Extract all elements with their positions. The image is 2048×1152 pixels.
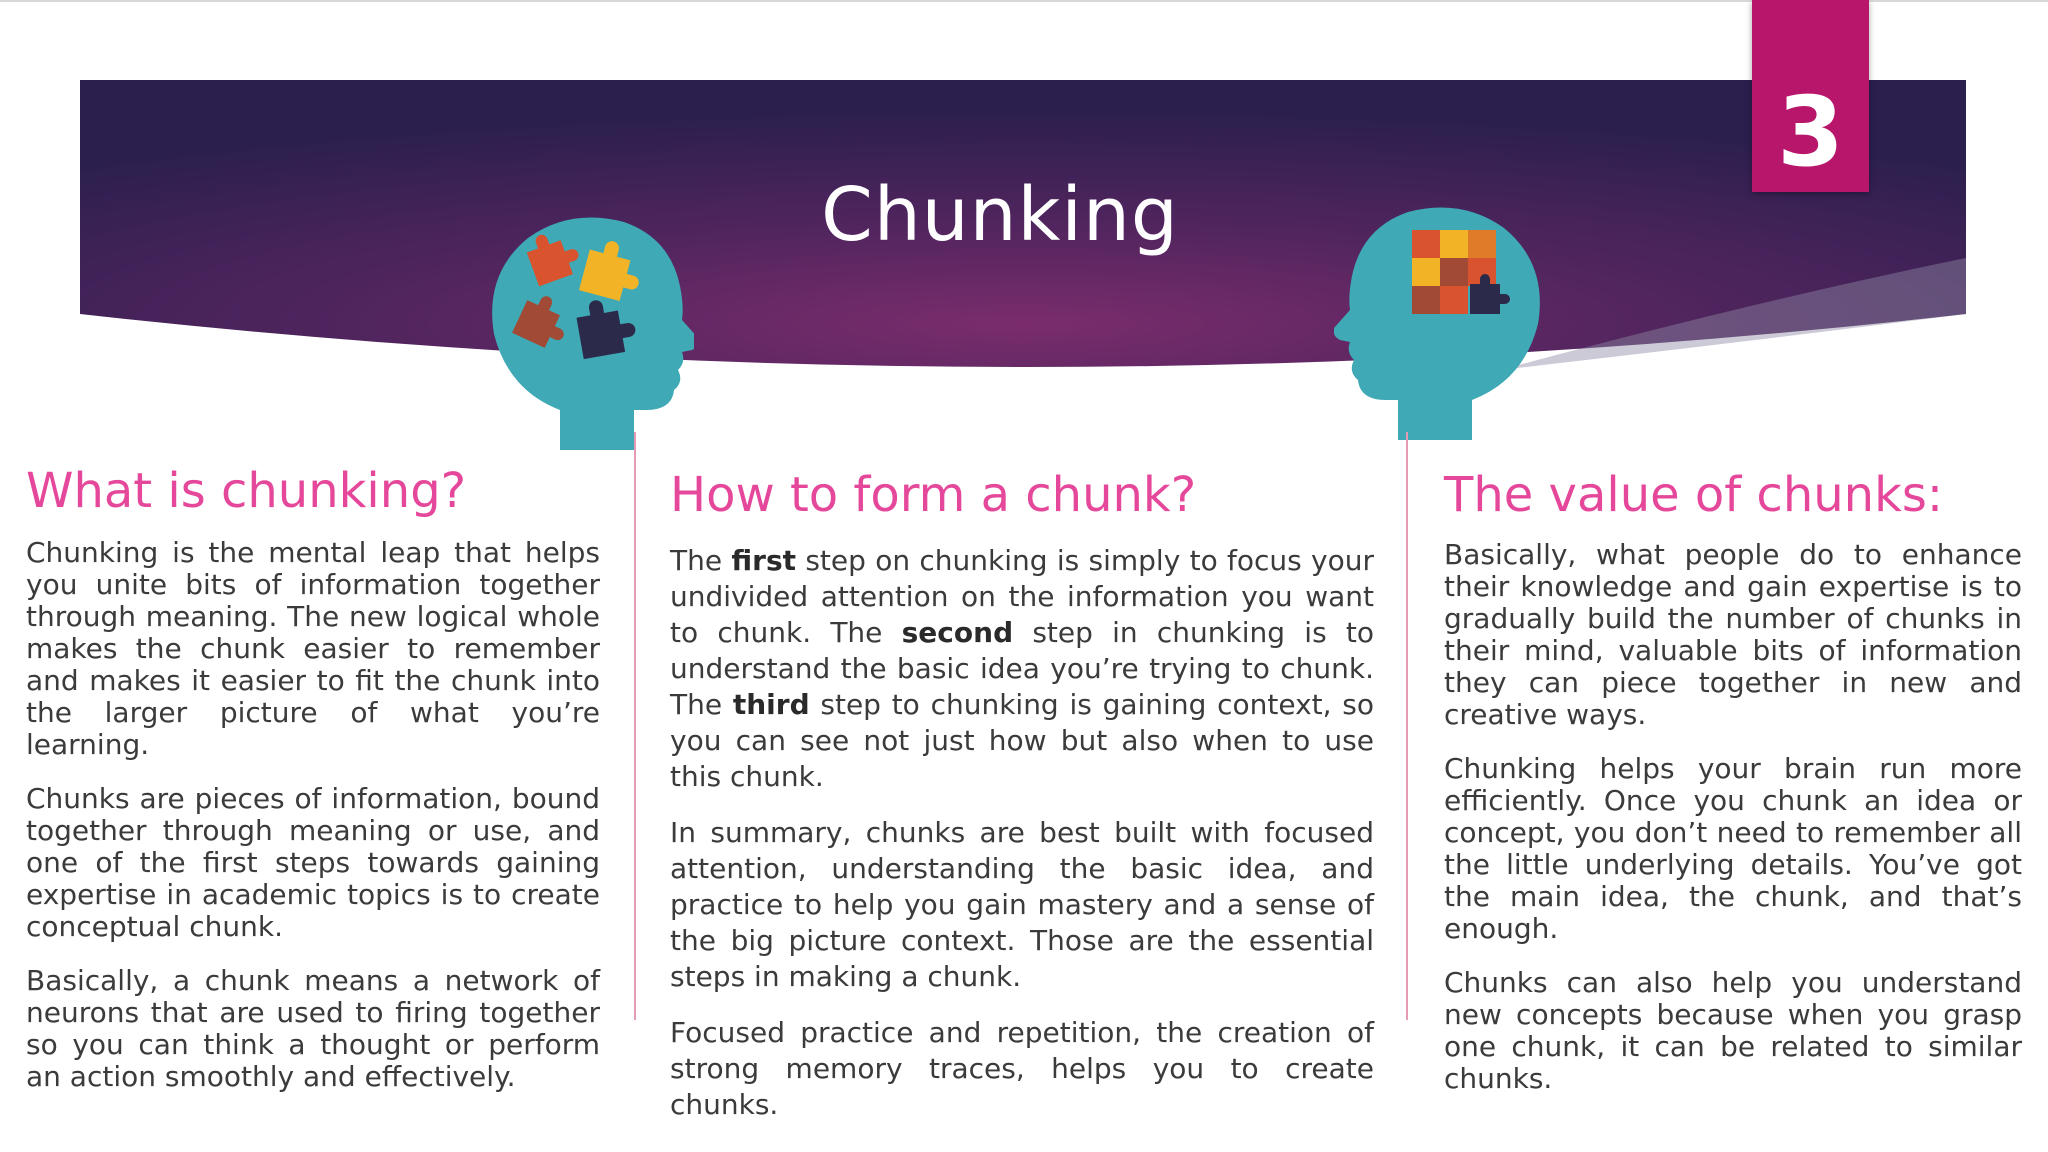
text-run: step on chunking is simply to focus your undivided attention on the information you want to chunk. The [670,544,1374,650]
paragraph: Chunking is the mental leap that helps you unite bits of information together through meaning. The new logical whole makes the chunk easier to remember and makes it easier to fit the chunk into the larger picture of what you’re learning. [26,536,600,762]
heading-how-to-form-a-chunk: How to form a chunk? [670,467,1197,523]
emphasis-second: second [901,616,1014,650]
slide-number-badge [1752,0,1869,192]
column-how-to-form-a-chunk [670,468,1374,1143]
paragraph: Chunking helps your brain run more efficiently. Once you chunk an idea or concept, you don’t need to remember all the little underlying details. You’ve got the main idea, the chunk, and that’s enough. [1444,752,2022,946]
paragraph: In summary, chunks are best built with focused attention, understanding the basic idea, and practice to help you gain mastery and a sense of the big picture context. Those are the essential steps in making a chunk. [670,816,1374,994]
head-with-assembled-puzzle-icon [1334,204,1544,440]
text-run: step in chunking is to understand the basic idea you’re trying to chunk. The [670,616,1374,722]
slide-number: 3 [1777,76,1844,188]
column-divider-left [634,432,636,1020]
paragraph: Focused practice and repetition, the creation of strong memory traces, helps you to create chunks. [670,1016,1374,1122]
heading-what-is-chunking: What is chunking? [26,463,467,519]
paragraph: Chunks can also help you understand new concepts because when you grasp one chunk, it can be related to similar chunks. [1444,966,2022,1096]
heading-value-of-chunks: The value of chunks: [1444,467,1944,523]
head-with-scattered-puzzle-pieces-icon [488,214,694,450]
paragraph: Chunks are pieces of information, bound together through meaning or use, and one of the first steps towards gaining expertise in academic topics is to create conceptual chunk. [26,782,600,944]
emphasis-third: third [732,688,810,722]
paragraph: Basically, a chunk means a network of neurons that are used to firing together so you can think a thought or perform an action smoothly and effectively. [26,964,600,1094]
column-divider-right [1406,432,1408,1020]
paragraph: Basically, what people do to enhance their knowledge and gain expertise is to gradually build the number of chunks in their mind, valuable bits of information they can piece together in new and creative ways. [1444,538,2022,732]
slide-title: Chunking [821,172,1179,258]
column-what-is-chunking [26,464,600,1115]
text-run: step to chunking is gaining context, so you can see not just how but also when to use this chunk. [670,688,1374,794]
column-value-of-chunks [1444,468,2022,1117]
emphasis-first: first [731,544,797,578]
paragraph-steps [670,543,1374,795]
text-run: The [670,544,732,578]
